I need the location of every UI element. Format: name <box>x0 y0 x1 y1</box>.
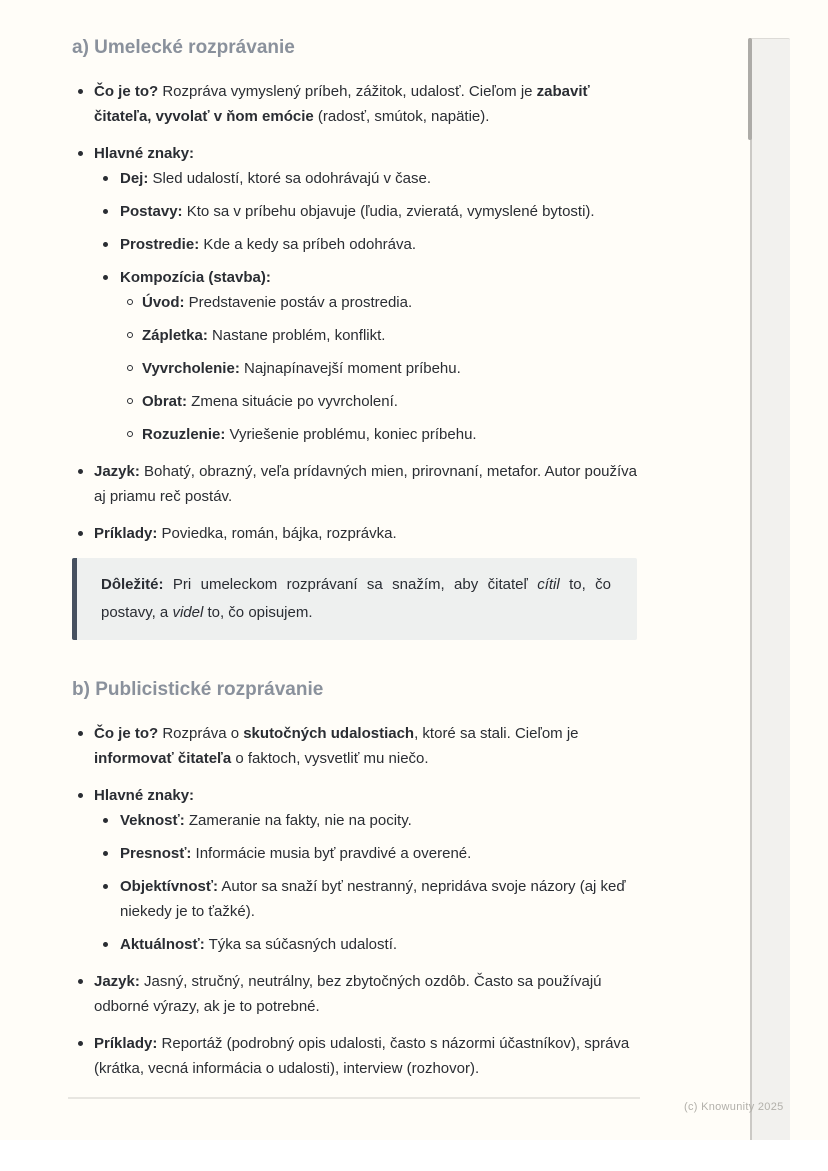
circle-bullet-icon <box>127 398 133 404</box>
bullet-icon <box>78 1041 83 1046</box>
callout-label: Dôležité: <box>101 576 164 593</box>
item-label: Jazyk: <box>94 973 140 990</box>
item-label: Objektívnosť: <box>120 878 219 895</box>
page-edge-scroll-track[interactable] <box>750 38 790 1140</box>
item-text: Zameranie na fakty, nie na pocity. <box>184 812 412 829</box>
item-text: Vyriešenie problému, koniec príbehu. <box>225 426 477 443</box>
bullet-icon <box>78 793 83 798</box>
item-label: Zápletka: <box>142 327 208 344</box>
list-item <box>120 422 640 447</box>
list-item <box>72 969 640 1019</box>
item-text-bold: informovať čitateľa <box>94 750 232 767</box>
item-label: Príklady: <box>94 1035 158 1052</box>
item-label: Vyvrcholenie: <box>142 360 240 377</box>
item-label: Dej: <box>120 170 149 187</box>
composition-sublist <box>120 290 640 447</box>
item-label: Hlavné znaky: <box>94 145 195 162</box>
bullet-icon <box>78 89 83 94</box>
bullet-icon <box>78 979 83 984</box>
bullet-icon <box>103 176 108 181</box>
bullet-icon <box>103 851 108 856</box>
callout-text-part: to, čo opisujem. <box>203 604 313 621</box>
section-a-list <box>72 79 712 546</box>
item-label: Čo je to? <box>94 725 159 742</box>
bullet-icon <box>103 209 108 214</box>
list-item <box>120 290 640 315</box>
item-label: Kompozícia (stavba): <box>120 269 271 286</box>
item-label: Aktuálnosť: <box>120 936 205 953</box>
callout-text <box>101 571 611 627</box>
list-item <box>94 265 640 447</box>
item-text: Najnapínavejší moment príbehu. <box>239 360 461 377</box>
list-item <box>120 323 640 348</box>
list-item <box>72 783 640 957</box>
item-label: Príklady: <box>94 525 158 542</box>
item-text: Zmena situácie po vyvrcholení. <box>187 393 398 410</box>
list-item <box>94 166 640 191</box>
bullet-icon <box>78 531 83 536</box>
item-text: Informácie musia byť pravdivé a overené. <box>191 845 472 862</box>
callout-text-part: to, čo postavy, a <box>101 576 611 621</box>
circle-bullet-icon <box>127 332 133 338</box>
item-label: Postavy: <box>120 203 183 220</box>
item-text: Bohatý, obrazný, veľa prídavných mien, prirovnaní, metafor. Autor používa aj priamu reč postáv. <box>94 463 638 505</box>
list-item <box>120 389 640 414</box>
list-item <box>72 521 640 546</box>
features-sublist <box>94 166 640 447</box>
item-text: Nastane problém, konflikt. <box>207 327 386 344</box>
item-label: Presnosť: <box>120 845 192 862</box>
list-item <box>94 199 640 224</box>
item-text: Kde a kedy sa príbeh odohráva. <box>199 236 417 253</box>
item-text: Týka sa súčasných udalostí. <box>204 936 398 953</box>
item-text: Poviedka, román, bájka, rozprávka. <box>157 525 397 542</box>
important-callout <box>72 558 637 640</box>
circle-bullet-icon <box>127 299 133 305</box>
item-label: Úvod: <box>142 294 185 311</box>
item-text: Rozpráva o <box>158 725 244 742</box>
list-item <box>94 874 640 924</box>
section-b-list <box>72 721 712 1081</box>
list-item <box>94 932 640 957</box>
circle-bullet-icon <box>127 431 133 437</box>
item-label: Veknosť: <box>120 812 185 829</box>
bullet-icon <box>78 151 83 156</box>
list-item <box>72 1031 640 1081</box>
bullet-icon <box>103 818 108 823</box>
item-text: Reportáž (podrobný opis udalosti, často s názormi účastníkov), správa (krátka, vecná informácia o udalosti), interview (rozhovor). <box>94 1035 630 1077</box>
item-text: o faktoch, vysvetliť mu niečo. <box>231 750 429 767</box>
section-b-heading: b) Publicistické rozprávanie <box>72 679 324 700</box>
features-sublist <box>94 808 640 957</box>
item-text: Kto sa v príbehu objavuje (ľudia, zvieratá, vymyslené bytosti). <box>182 203 595 220</box>
bullet-icon <box>103 884 108 889</box>
section-a-heading: a) Umelecké rozprávanie <box>72 37 295 58</box>
bullet-icon <box>103 275 108 280</box>
item-text-bold: zabaviť čitateľa, vyvolať v ňom emócie <box>94 83 590 125</box>
list-item <box>72 459 640 509</box>
item-text-bold: skutočných udalostiach <box>243 725 415 742</box>
list-item <box>72 721 640 771</box>
list-item <box>120 356 640 381</box>
item-label: Jazyk: <box>94 463 140 480</box>
item-label: Obrat: <box>142 393 187 410</box>
bullet-icon <box>103 242 108 247</box>
item-label: Hlavné znaky: <box>94 787 195 804</box>
item-text: Jasný, stručný, neutrálny, bez zbytočných ozdôb. Často sa používajú odborné výrazy, ak je to potrebné. <box>94 973 602 1015</box>
bullet-icon <box>78 469 83 474</box>
list-item <box>94 841 640 866</box>
circle-bullet-icon <box>127 365 133 371</box>
item-label: Prostredie: <box>120 236 200 253</box>
scrollbar-thumb[interactable] <box>748 38 752 140</box>
item-text: (radosť, smútok, napätie). <box>313 108 490 125</box>
list-item <box>94 232 640 257</box>
item-text: Sled udalostí, ktoré sa odohrávajú v čase. <box>148 170 432 187</box>
item-label: Čo je to? <box>94 83 159 100</box>
list-item <box>94 808 640 833</box>
bullet-icon <box>78 731 83 736</box>
copyright-text: (c) Knowunity 2025 <box>684 1101 784 1113</box>
footer-divider <box>68 1097 640 1099</box>
bullet-icon <box>103 942 108 947</box>
item-text: Rozpráva vymyslený príbeh, zážitok, udalosť. Cieľom je <box>158 83 537 100</box>
callout-text-italic: cítil <box>537 576 560 593</box>
item-text: Predstavenie postáv a prostredia. <box>184 294 413 311</box>
item-text: Autor sa snaží byť nestranný, nepridáva svoje názory (aj keď niekedy je to ťažké). <box>120 878 626 920</box>
callout-text-part: Pri umeleckom rozprávaní sa snažím, aby čitateľ <box>163 576 538 593</box>
list-item <box>72 141 640 447</box>
list-item <box>72 79 640 129</box>
callout-text-italic: videl <box>172 604 204 621</box>
item-text: , ktoré sa stali. Cieľom je <box>414 725 579 742</box>
item-label: Rozuzlenie: <box>142 426 226 443</box>
